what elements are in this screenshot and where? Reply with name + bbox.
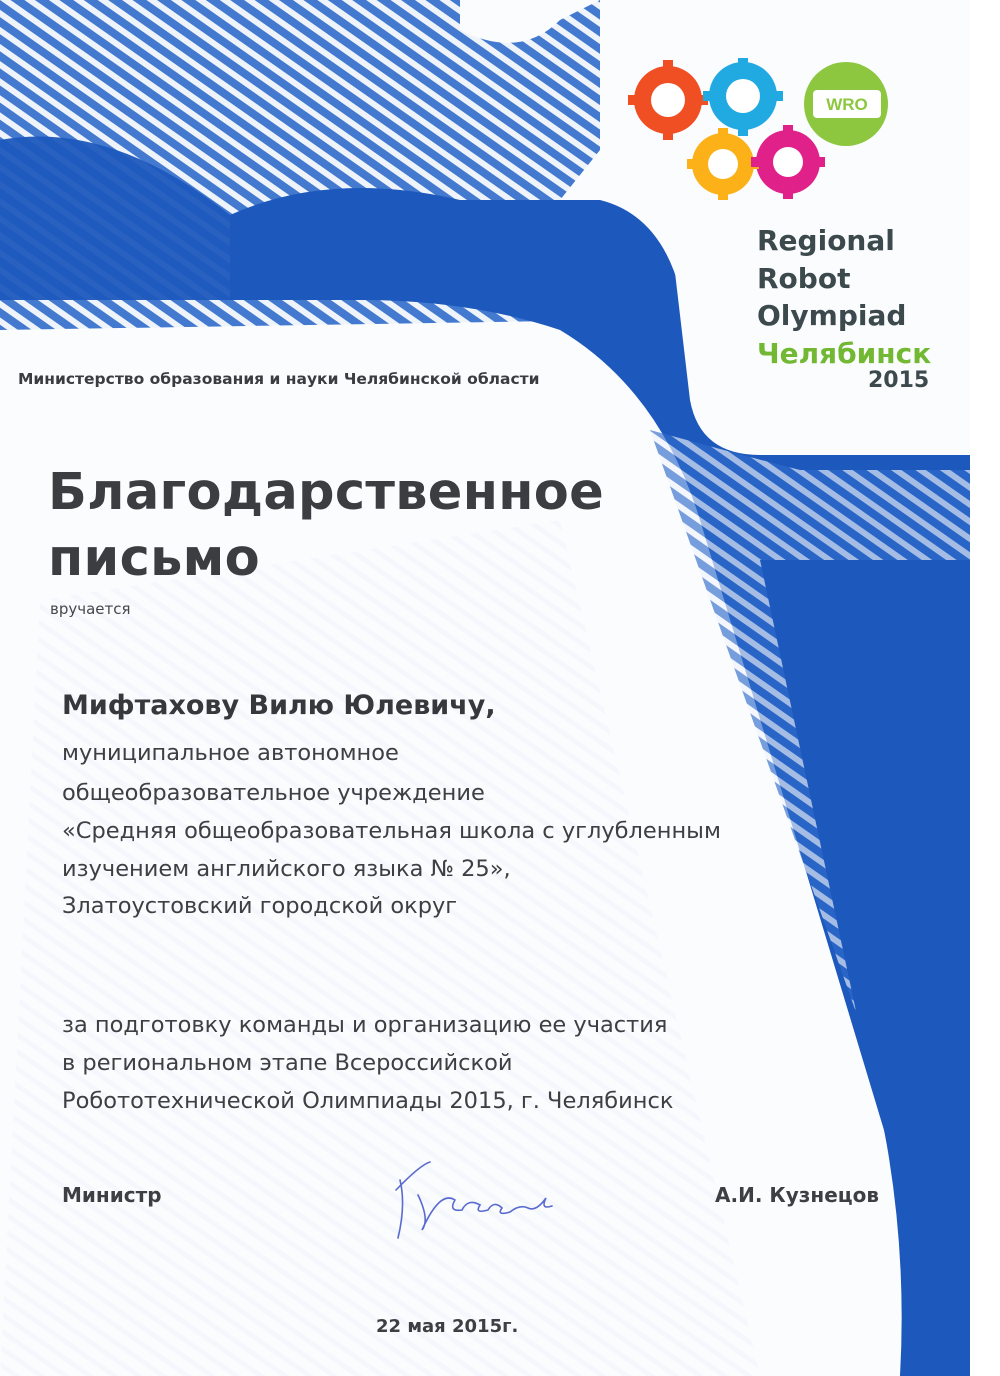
- reason-line: за подготовку команды и организацию ее участия: [62, 1012, 668, 1038]
- olympiad-title-line1: Regional: [757, 224, 895, 257]
- signer-role: Министр: [62, 1183, 162, 1207]
- reason-line: в региональном этапе Всероссийской: [62, 1050, 513, 1076]
- handwritten-signature: [370, 1150, 560, 1245]
- letter-title-line1: Благодарственное: [48, 463, 604, 522]
- olympiad-title: [757, 222, 931, 372]
- olympiad-title-line2: Robot: [757, 261, 851, 295]
- olympiad-city: Челябинск: [757, 336, 932, 370]
- gear-yellow-icon: [692, 133, 754, 195]
- ministry-header: Министерство образования и науки Челябинской области: [18, 370, 540, 388]
- wro-badge: WRO: [826, 95, 868, 114]
- institution-line: общеобразовательное учреждение: [62, 780, 485, 806]
- olympiad-year: 2015: [868, 368, 930, 393]
- olympiad-title-line3: Olympiad: [757, 299, 907, 332]
- institution-line: Златоустовский городской округ: [62, 893, 458, 919]
- awarded-label: вручается: [50, 600, 131, 618]
- reason-line: Робототехнической Олимпиады 2015, г. Челябинск: [62, 1088, 674, 1114]
- gear-pink-icon: [756, 130, 820, 194]
- gear-blue-icon: [709, 62, 777, 130]
- institution-line: муниципальное автономное: [62, 740, 399, 766]
- institution-line: «Средняя общеобразовательная школа с углубленным: [62, 818, 721, 844]
- gear-orange-icon: [634, 66, 702, 134]
- institution-line: изучением английского языка № 25»,: [62, 856, 511, 882]
- signer-name: А.И. Кузнецов: [715, 1183, 879, 1207]
- issue-date: 22 мая 2015г.: [376, 1316, 519, 1337]
- wro-logo: [628, 58, 890, 203]
- letter-title-line2: письмо: [48, 529, 260, 588]
- recipient-name: Мифтахову Вилю Юлевичу,: [62, 690, 496, 721]
